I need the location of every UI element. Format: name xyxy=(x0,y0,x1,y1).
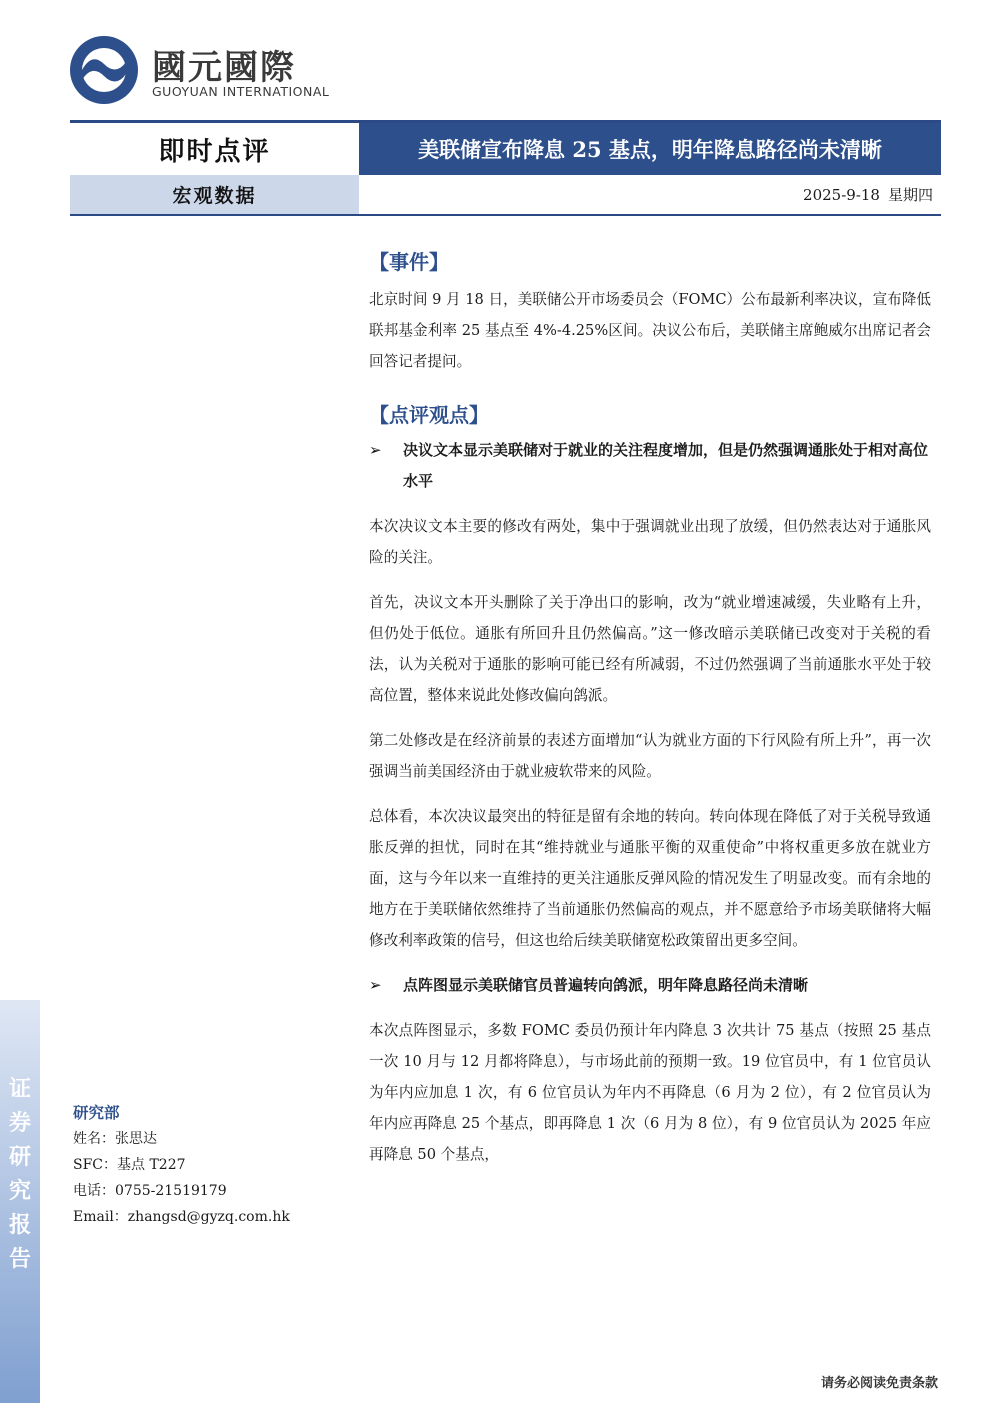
header-bottom-rule xyxy=(70,214,941,216)
report-date xyxy=(359,175,933,214)
bullet-arrow-icon: ➢ xyxy=(369,976,382,994)
company-logo xyxy=(68,34,368,104)
disclaimer-footer: 请务必阅读免责条款 xyxy=(820,1376,938,1391)
paragraph-3: 第二处修改是在经济前景的表述方面增加“认为就业方面的下行风险有所上升”，再一次强调当前美国经济由于就业疲软带来的风险。 xyxy=(369,732,931,780)
paragraph-2: 首先，决议文本开头删除了关于净出口的影响，改为“就业增速减缓，失业略有上升，但仍处于低位。通胀有所回升且仍然偏高。”这一修改暗示美联储已改变对于关税的看法，认为关税对于通胀的影响可能已经有所减弱，不过仍然强调了当前通胀水平处于较高位置，整体来说此处修改偏向鸽派。 xyxy=(369,594,931,704)
analyst-email: Email：zhangsd@gyzq.com.hk xyxy=(73,1209,290,1225)
side-label-text: 证券研究报告 xyxy=(9,1076,32,1272)
bullet-point-2 xyxy=(369,970,931,1001)
logo-chinese-name: 國元國際 xyxy=(152,48,296,88)
bullet-point-1 xyxy=(369,435,931,497)
report-category: 宏观数据 xyxy=(70,175,359,214)
logo-mark-icon xyxy=(68,34,140,106)
analyst-sfc: SFC：基点 T227 xyxy=(73,1157,186,1173)
logo-english-name: GUOYUAN INTERNATIONAL xyxy=(152,84,330,99)
date-value: 2025-9-18 xyxy=(803,185,880,204)
analyst-info xyxy=(73,1100,333,1230)
bullet-text-2: 点阵图显示美联储官员普遍转向鸽派，明年降息路径尚未清晰 xyxy=(403,976,809,994)
weekday-value: 星期四 xyxy=(887,186,933,204)
side-label xyxy=(0,1072,40,1276)
analyst-name: 姓名：张思达 xyxy=(73,1131,157,1147)
paragraph-4: 总体看，本次决议最突出的特征是留有余地的转向。转向体现在降低了对于关税导致通胀反弹的担忧，同时在其“维持就业与通胀平衡的双重使命”中将权重更多放在就业方面，这与今年以来一直维持的更关注通胀反弹风险的情况发生了明显改变。而有余地的地方在于美联储依然维持了当前通胀仍然偏高的观点，并不愿意给予市场美联储将大幅修改利率政策的信号，但这也给后续美联储宽松政策留出更多空间。 xyxy=(369,808,931,949)
view-heading: 【点评观点】 xyxy=(369,403,489,427)
report-type-label: 即时点评 xyxy=(158,136,271,167)
report-title: 美联储宣布降息 25 基点，明年降息路径尚未清晰 xyxy=(359,123,941,175)
bullet-arrow-icon: ➢ xyxy=(369,441,382,459)
event-paragraph: 北京时间 9 月 18 日，美联储公开市场委员会（FOMC）公布最新利率决议，宣布降低联邦基金利率 25 基点至 4%-4.25%区间。决议公布后，美联储主席鲍威尔出席记者会回答记者提问。 xyxy=(369,291,931,370)
bullet-text-1: 决议文本显示美联储对于就业的关注程度增加，但是仍然强调通胀处于相对高位水平 xyxy=(403,441,929,490)
analyst-phone: 电话：0755-21519179 xyxy=(73,1183,227,1199)
event-heading: 【事件】 xyxy=(369,250,449,274)
paragraph-1: 本次决议文本主要的修改有两处，集中于强调就业出现了放缓，但仍然表达对于通胀风险的关注。 xyxy=(369,518,931,566)
analyst-dept: 研究部 xyxy=(73,1103,120,1122)
paragraph-5: 本次点阵图显示，多数 FOMC 委员仍预计年内降息 3 次共计 75 基点（按照 25 基点一次 10 月与 12 月都将降息），与市场此前的预期一致。19 位官员中，有 1 位官员认为年内应加息 1 次，有 6 位官员认为年内不再降息（6 月为 2 位），有 2 位官员认为年内应再降息 25 个基点，即再降息 1 次（6 月为 8 位），有 9 位官员认为 2025 年应再降息 50 个基点， xyxy=(369,1022,931,1163)
main-content xyxy=(369,244,931,1170)
